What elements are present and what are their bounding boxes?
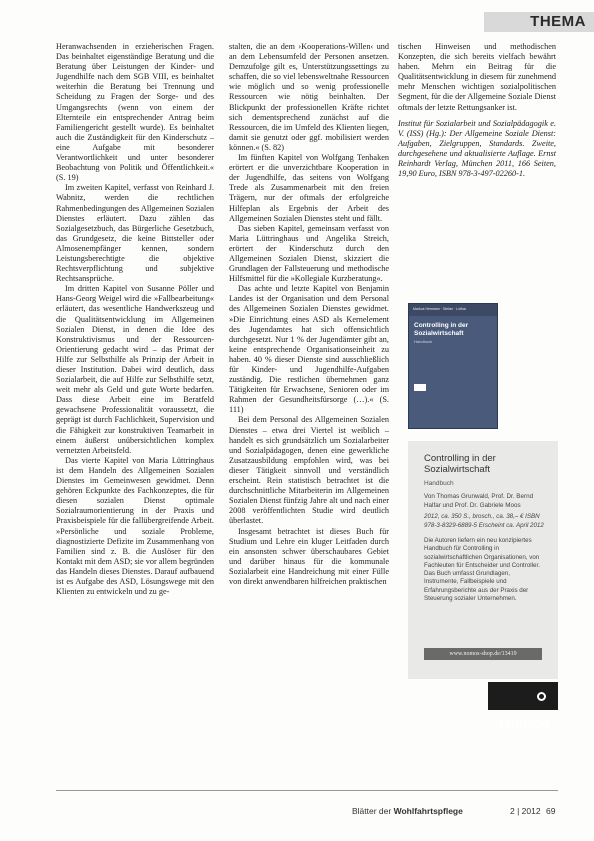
shop-link[interactable]: www.nomos-shop.de/13419 [424,648,542,660]
ad-meta: 2012, ca. 350 S., brosch., ca. 38,– € ISBN 978-3-8329-6889-5 Erscheint ca. April 2012 [424,513,544,529]
nomos-circle-icon [537,692,546,701]
paragraph: Im fünften Kapitel von Wolfgang Tenhaken erörtert er die unverzichtbare Kooperation in der Jugendhilfe, das seitens von Wolfgang Trede als Zusammenarbeit mit den freien Trägern, nur der oftmals der erfolgreiche Hilfeplan als Ergebnis der Arbeit des Allgemeinen Sozialen Dienstes steht und fällt. [229,153,389,223]
nomos-brand-name: Nomos [499,715,550,732]
journal-prefix: Blätter der [352,806,394,816]
book-advertisement [408,441,558,679]
ad-title: Controlling in der Sozialwirtschaft [424,453,496,475]
paragraph: tischen Hinweisen und methodischen Konzepten, die sich bereits vielfach bewährt haben. Mehrn ein Beitrag für die Qualitätsentwicklung in diesem für zunehmend mehr Menschen wichtigen sozialpolitischen Segment, für die der Allgemeine Soziale Dienst oftmals der letzte Rettungsanker ist. [398,42,556,112]
paragraph: Das sieben Kapitel, gemeinsam verfasst von Maria Lüttringhaus und Angelika Streich, erörtert der Kinderschutz durch den Allgemeinen Sozialen Dienst, skizziert die Grundlagen der Fallsteuerung und methodische Hilfsmittel für die »Kollegiale Kurzberatung«. [229,223,389,284]
page-number: 69 [546,806,556,816]
cover-logo-icon [414,384,426,391]
paragraph: Im dritten Kapitel von Susanne Pöller und Hans-Georg Weigel wird die »Fallbearbeitung« erläutert, das wesentliche Handwerkszeug und die Qualitätsentwicklung im Allgemeinen Sozialen Dienst, in denen die Idee des Konstruktivismus und der Ressourcen-Orientierung gedacht wird – das Primat der Hilfe zur Selbsthilfe als Prinzip der Arbeit in dieser Institution. Dabei wird deutlich, dass Sozialarbeit, die auf Hilfe zur Selbsthilfe setzt, weit mehr als Geld und gute Worte bedarfen. Dass diese Arbeit eine im Beratfeld gewachsene Professionalität voraussetzt, die geprägt ist durch Fachlichkeit, Supervision und die Fähigkeit zur konstruktiven Teamarbeit in einem äußerst unübersichtlichen komplex vernetzten Arbeitsfeld. [56,284,214,455]
cover-authors: Markus Hermann · Stefan · Lothar [409,304,497,316]
paragraph: Heranwachsenden in erzieherischen Fragen. Das beinhaltet eigenständige Beratung und die Beratung über Leistungen der Kinder- und Jugendhilfe nach dem SGB VIII, es beinhaltet weiterhin die Beratung bei Trennung und Scheidung zu Fragen der Sorge- und des Umgangsrechts (wenn von einem der Elternteile ein entsprechender Antrag beim Familiengericht gestellt wurde). Es beinhaltet auch die Zuständigkeit für den Kinderschutz – eine Aufgabe mit besonderer Verantwortlichkeit und unter besonderer Beobachtung von Politik und Öffentlichkeit.« (S. 19) [56,42,214,183]
journal-bold: Wohlfahrtspflege [393,806,463,816]
ad-authors: Von Thomas Grunwald, Prof. Dr. Bernd Halfar und Prof. Dr. Gabriele Moos [424,493,534,509]
paragraph: Das vierte Kapitel von Maria Lüttringhaus ist dem Handeln des Allgemeinen Sozialen Dienstes im Gemeinwesen gewidmet. Denn gehören Eckpunkte des Fachkonzeptes, die für diesen sozialen Dienst optimale Sozialraumorientierung in der Praxis und Praxisbeispiele für die fallübergreifende Arbeit. »Persönliche und soziale Probleme, diagnostizierte Defizite im Zusammenhang von Familien sind z. B. die Auslöser für den Kontakt mit dem ASD; sie vor allem begründen das Handeln dieses Dienstes. Darauf aufbauend ist es Aufgabe des ASD, Lösungswege mit den Klienten zu entwickeln und zu ge- [56,455,214,597]
paragraph: Das achte und letzte Kapitel von Benjamin Landes ist der Organisation und dem Personal des Allgemeinen Sozialen Dienstes gewidmet. »Die Einrichtung eines ASD als Kernelement des Jugendamtes hat sich offensichtlich durchgesetzt. Nur 1 % der Jugendämter gibt an, keine entsprechende Organisationseinheit zu haben. 40 % dieser Dienste sind ausschließlich für Kinder- und Jugendhilfe-Aufgaben zuständig. Die restlichen übernehmen ganz Tätigkeiten für Erwachsene, Senioren oder im Rahmen der Gesundheitsfürsorge (…).« (S. 111) [229,284,389,415]
text-column-3 [398,42,556,179]
book-reference: Institut für Sozialarbeit und Sozialpädagogik e. V. (ISS) (Hg.): Der Allgemeine Soziale Dienst: Aufgaben, Zielgruppen, Standards. Zweite, durchgesehene und aktualisierte Auflage. Ernst Reinhardt Verlag, München 2011, 166 Seiten, 19,90 Euro, ISBN 978-3-497-02260-1. [398,118,556,179]
text-column-2 [229,42,389,587]
cover-subtitle: Handbuch [414,339,433,344]
section-header: THEMA [484,12,594,32]
footer-divider [56,790,558,791]
cover-title: Controlling in der Sozialwirtschaft [414,322,469,337]
footer-journal-name [352,806,463,816]
paragraph: stalten, die an dem ›Kooperations-Willen‹ und an dem Lebensumfeld der Personen ansetzen. Demzufolge gilt es, Unterstützungssettings zu schaffen, die so viel lebensweltnahe Ressourcen wie möglich und so wenig professionelle Ressourcen wie nötig beinhalten. Der Blickpunkt der professionellen Kräfte richtet sich dementsprechend zunächst auf die Ressourcen, die im Umfeld des Klienten liegen, damit sie genutzt oder ggf. mobilisiert werden können.« (S. 82) [229,42,389,152]
text-column-1 [56,42,214,597]
paragraph: Bei dem Personal des Allgemeinen Sozialen Dienstes – etwa drei Viertel ist weiblich – handelt es sich grundsätzlich um Sozialarbeiter und Sozialpädagogen, denen eine gewerkliche Zusatzausbildung empfohlen wird, was bei dieser Tätigkeit sinnvoll und verständlich erscheint. Rein statistisch betrachtet ist die durchschnittliche Mitarbeiterin im Allgemeinen Sozialen Dienst fünfzig Jahre alt und nach einer 2008 veröffentlichten Studie wird deutlich überlastet. [229,415,389,526]
book-cover-image [408,303,498,429]
ad-kind: Handbuch [424,480,454,487]
ad-description: Die Autoren liefern ein neu konzipiertes Handbuch für Controlling in sozialwirtschaftlichen Organisationen, von Fachleuten für Entscheider und Controller. Das Buch umfasst Grundlagen, Instrumente, Fallbeispiele und Erfahrungsberichte aus der Praxis der Steuerung sozialer Unternehmen. [424,537,540,603]
nomos-logo [488,682,558,732]
footer-issue: 2 | 2012 [510,806,541,816]
paragraph: Insgesamt betrachtet ist dieses Buch für Studium und Lehre ein kluger Leitfaden durch ein ansonsten schwer überschaubares Gebiet und darüber hinaus für die kommunale Sozialarbeit eine Handreichung mit einer Fülle von direkt anwendbaren hilfreichen praktischen [229,526,389,586]
paragraph: Im zweiten Kapitel, verfasst von Reinhard J. Wabnitz, werden die rechtlichen Rahmenbedingungen des Allgemeinen Sozialen Dienstes erläutert. Dazu zählen das Sozialgesetzbuch, das Bürgerliche Gesetzbuch, das Grundgesetz, die keine Bittsteller oder Almosenempfänger kennen, sondern Leistungsberechtigte die objektive Rechtsverpflichtung und subjektive Rechtsansprüche. [56,183,214,284]
